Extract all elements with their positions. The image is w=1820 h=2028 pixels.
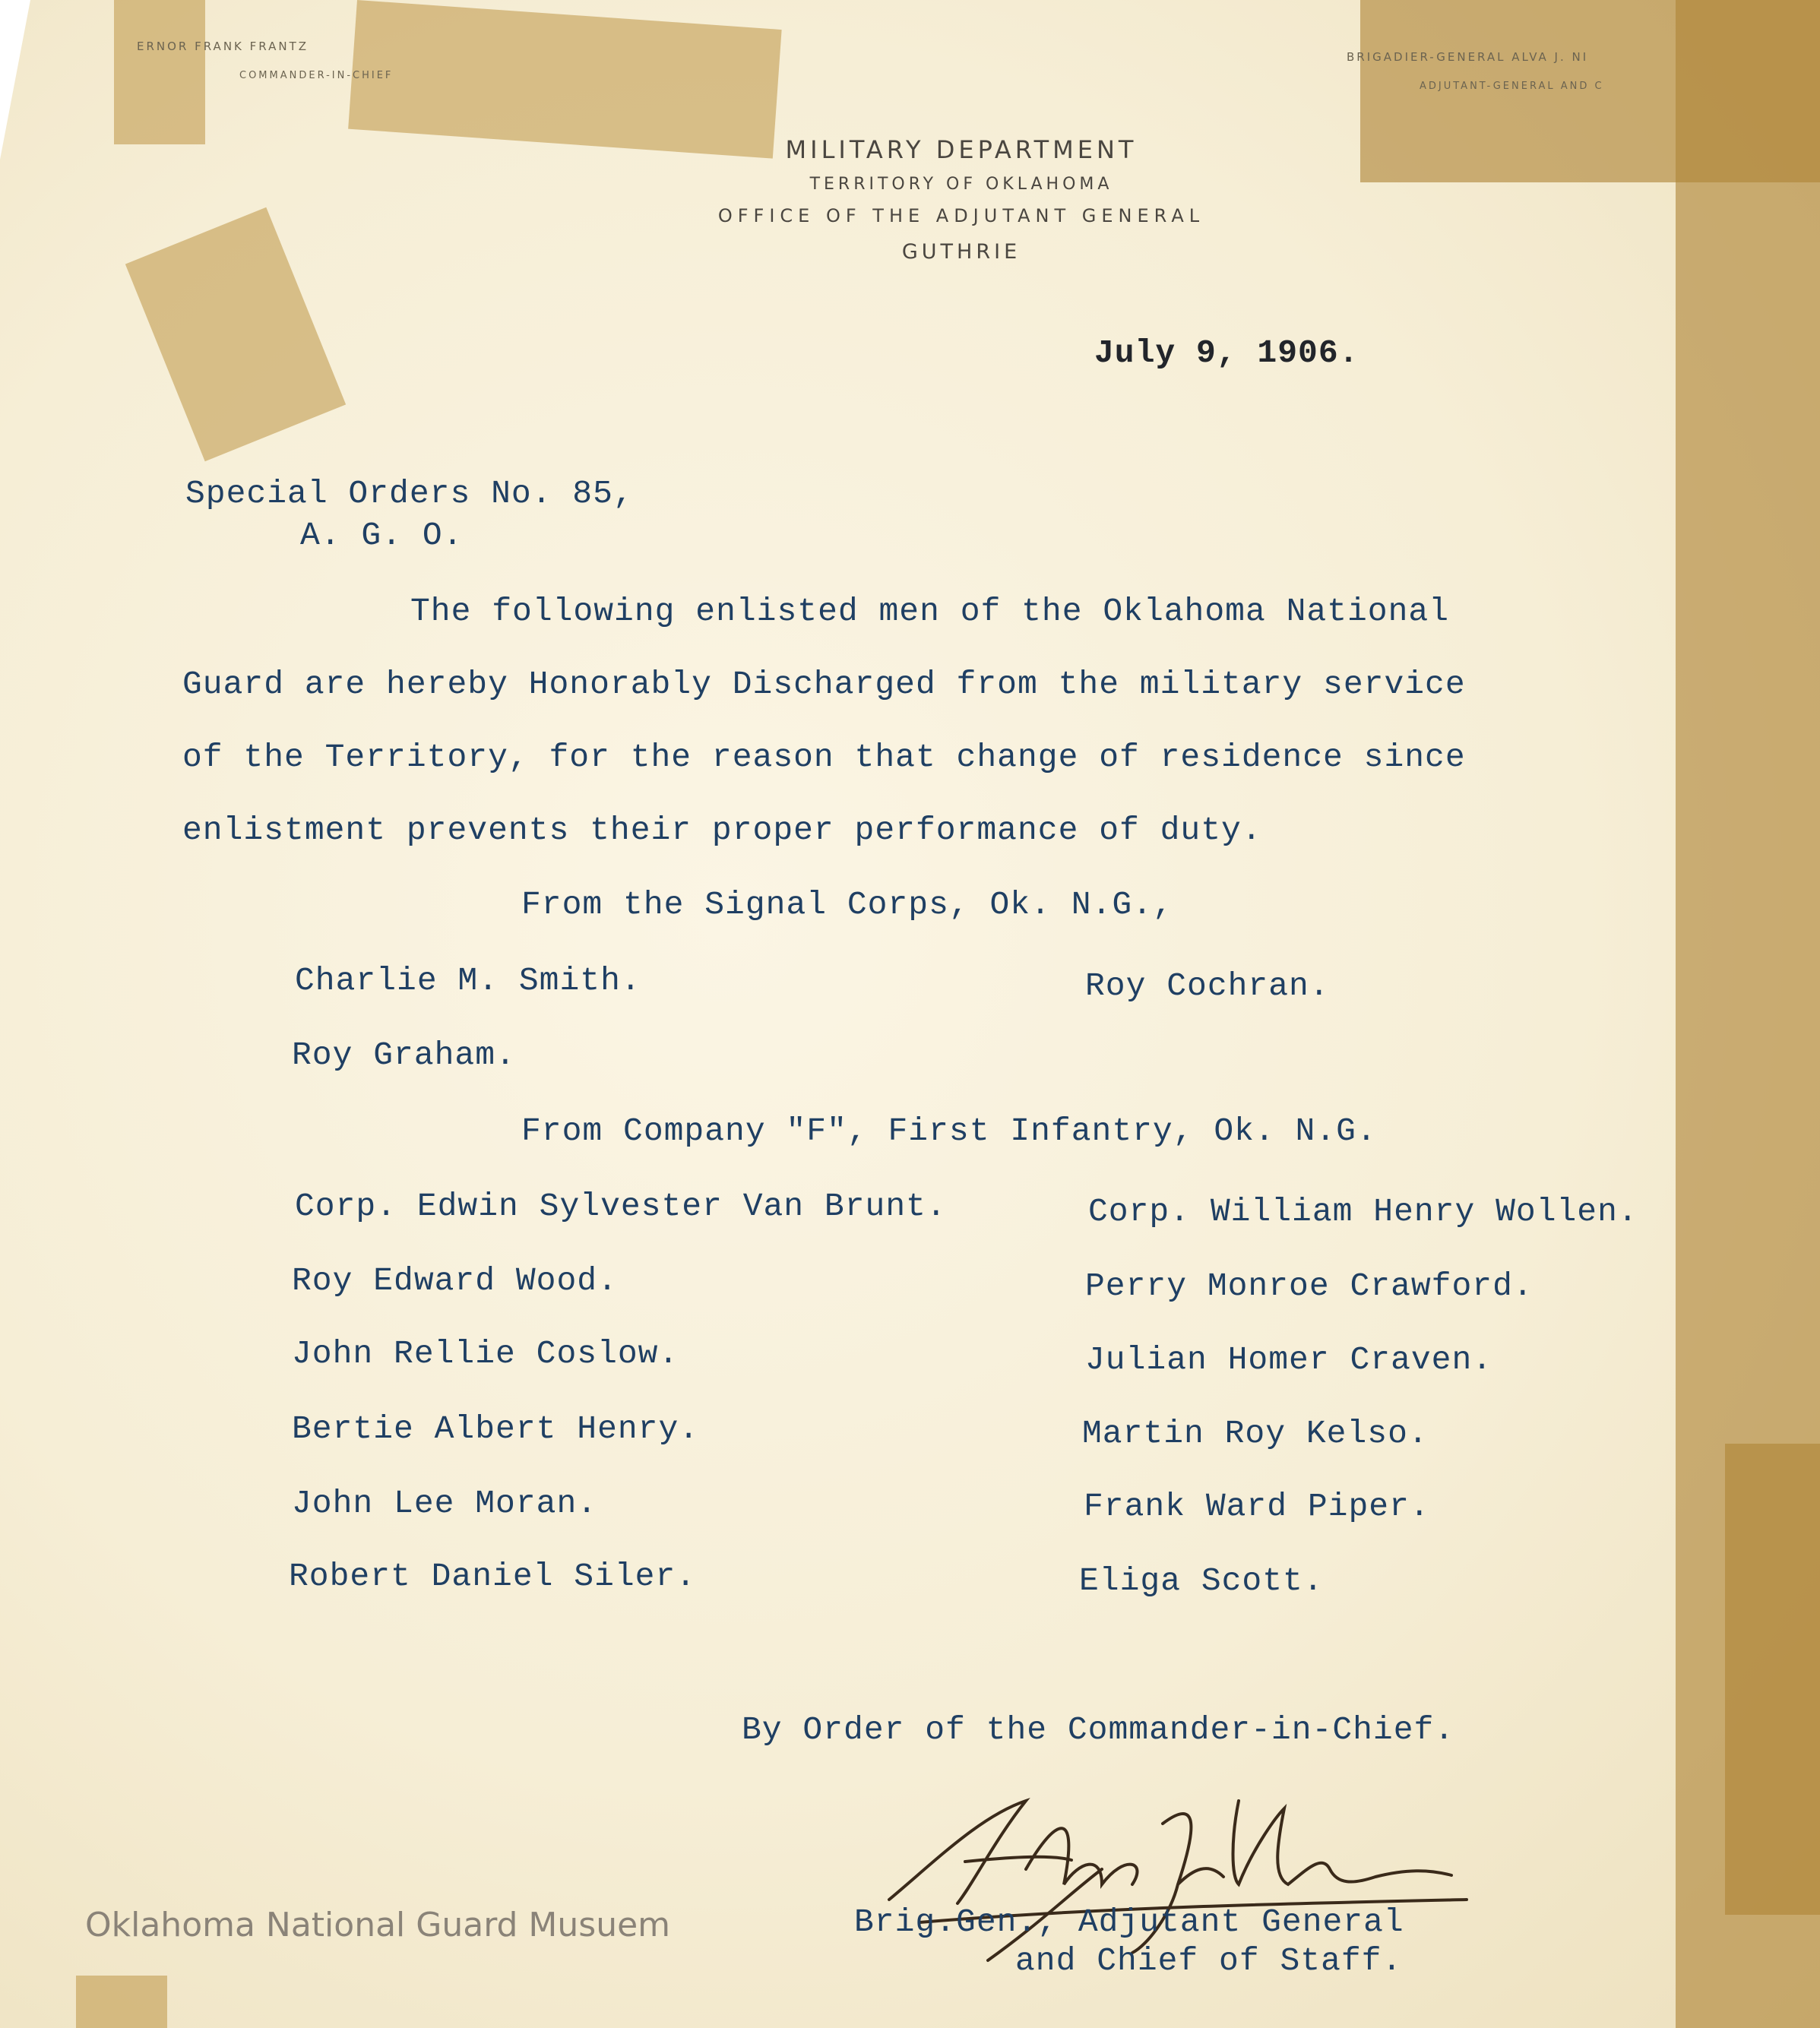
company-f-heading: From Company "F", First Infantry, Ok. N.G. <box>521 1112 1377 1150</box>
discharged-name: Roy Edward Wood. <box>292 1262 618 1299</box>
territory-heading: TERRITORY OF OKLAHOMA <box>809 175 1113 194</box>
body-line-2: Guard are hereby Honorably Discharged from the military service <box>182 666 1466 703</box>
tape-bottom-left <box>76 1976 167 2028</box>
torn-corner <box>0 0 30 160</box>
discharged-name: Roy Cochran. <box>1085 967 1330 1005</box>
signal-corps-heading: From the Signal Corps, Ok. N.G., <box>521 886 1173 923</box>
adjutant-general-name: BRIGADIER-GENERAL ALVA J. NI <box>1347 50 1589 64</box>
discharged-name: Corp. Edwin Sylvester Van Brunt. <box>295 1188 947 1225</box>
discharged-name: Corp. William Henry Wollen. <box>1088 1193 1638 1230</box>
governor-name: ERNOR FRANK FRANTZ <box>137 40 309 53</box>
discharged-name: Roy Graham. <box>292 1036 516 1074</box>
body-line-1: The following enlisted men of the Oklahoma National <box>410 593 1450 630</box>
letter-date: July 9, 1906. <box>1094 334 1359 372</box>
discharged-name: Perry Monroe Crawford. <box>1085 1267 1534 1305</box>
order-number: Special Orders No. 85, <box>185 475 634 512</box>
adjutant-general-title: ADJUTANT-GENERAL AND C <box>1420 81 1604 92</box>
office-heading: OFFICE OF THE ADJUTANT GENERAL <box>717 205 1205 226</box>
discharged-name: John Rellie Coslow. <box>292 1335 679 1372</box>
governor-title: COMMANDER-IN-CHIEF <box>239 70 394 81</box>
discharged-name: John Lee Moran. <box>292 1485 598 1522</box>
discharged-name: Bertie Albert Henry. <box>292 1410 700 1447</box>
body-line-4: enlistment prevents their proper performance of duty. <box>182 812 1262 849</box>
city-heading: GUTHRIE <box>901 240 1021 264</box>
tape-bottom-right <box>1725 1444 1820 1915</box>
signer-title-line-2: and Chief of Staff. <box>1015 1942 1403 1979</box>
order-office: A. G. O. <box>300 517 464 554</box>
tape-top-left <box>114 0 205 144</box>
tape-left-patch <box>125 207 346 462</box>
discharged-name: Martin Roy Kelso. <box>1082 1415 1429 1452</box>
discharged-name: Charlie M. Smith. <box>295 962 641 999</box>
signer-title-line-1: Brig.Gen., Adjutant General <box>854 1903 1404 1941</box>
department-heading: MILITARY DEPARTMENT <box>785 135 1138 164</box>
discharged-name: Eliga Scott. <box>1079 1562 1324 1599</box>
body-line-3: of the Territory, for the reason that change of residence since <box>182 739 1466 776</box>
discharged-name: Frank Ward Piper. <box>1084 1488 1430 1525</box>
museum-watermark: Oklahoma National Guard Musuem <box>85 1906 671 1944</box>
discharged-name: Robert Daniel Siler. <box>289 1558 697 1595</box>
discharged-name: Julian Homer Craven. <box>1085 1341 1493 1378</box>
by-order-line: By Order of the Commander-in-Chief. <box>742 1711 1455 1748</box>
